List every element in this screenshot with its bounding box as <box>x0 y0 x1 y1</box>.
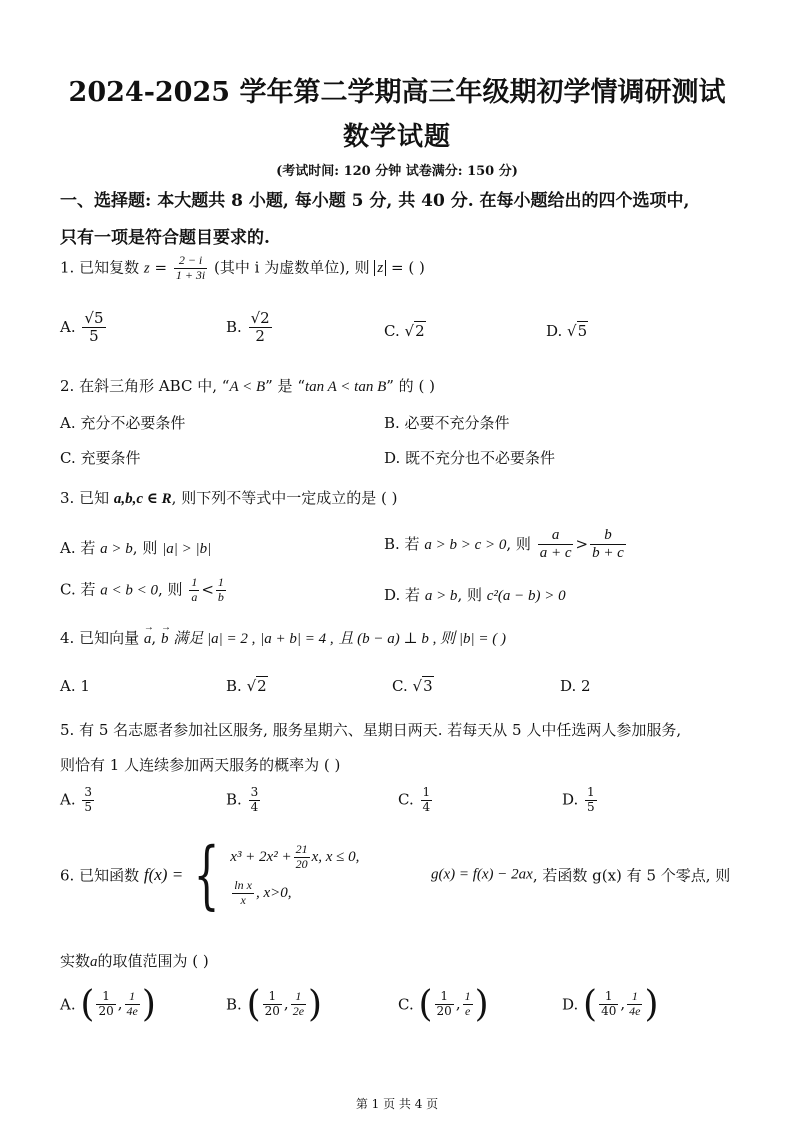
q2-option-b[interactable]: B. 必要不充分条件 <box>384 414 510 432</box>
subject-title: 数学试题 <box>342 122 451 152</box>
question-5-line1: 5. 有 5 名志愿者参加社区服务, 服务星期六、星期日两天. 若每天从 5 人中任选两人参加服务, <box>60 721 682 739</box>
q1-option-a[interactable]: A. $\frac{√5}{5}$ <box>60 309 104 346</box>
question-6-line2: 实数a的取值范围为 ( ) <box>60 952 209 970</box>
q2-option-d[interactable]: D. 既不充分也不必要条件 <box>384 449 556 467</box>
q4-option-d[interactable]: D. 2 <box>560 677 591 695</box>
question-1: 1. 已知复数 z = $\frac{2 - i}{1 + 3i}$ (其中 i 为虚数单位), 则 z = ( ) <box>60 253 425 282</box>
section-heading-line1: 一、选择题: 本大题共 8 小题, 每小题 5 分, 共 40 分. 在每小题给出的四个选项中, <box>60 191 690 211</box>
q5-option-b[interactable]: B. $\frac{3}{4}$ <box>226 785 259 814</box>
question-2: 2. 在斜三角形 ABC 中, “A < B” 是 “tan A < tan B” 的 ( ) <box>60 377 435 395</box>
q1-fraction: $\frac{2 - i}{1 + 3i}$ <box>175 253 206 282</box>
page-footer: 第 1 页 共 4 页 <box>355 1097 439 1111</box>
question-4: 4. 已知向量 → a, → b 满足 |a| = 2 , |a + b| = 4 , 且 (b − a) ⊥ b , 则 |b| = ( ) <box>60 627 506 648</box>
question-3: 3. 已知 a,b,c ∈ R, 则下列不等式中一定成立的是 ( ) <box>60 489 398 507</box>
q1-option-b[interactable]: B. $\frac{√2}{2}$ <box>226 309 270 346</box>
q6-option-a[interactable]: A. ( $\frac{1}{20}$ , $\frac{1}{4e}$ ) <box>60 984 156 1025</box>
q5-option-a[interactable]: A. $\frac{3}{5}$ <box>60 785 93 814</box>
q5-option-d[interactable]: D. $\frac{1}{5}$ <box>562 785 595 814</box>
q6-option-b[interactable]: B. ( $\frac{1}{20}$ , $\frac{1}{2e}$ ) <box>226 984 323 1025</box>
q6-option-c[interactable]: C. ( $\frac{1}{20}$ , $\frac{1}{e}$ ) <box>398 984 489 1025</box>
question-5-line2: 则恰有 1 人连续参加两天服务的概率为 ( ) <box>60 756 341 774</box>
q1-option-c[interactable]: C. √2 <box>384 322 425 340</box>
section-heading-line2: 只有一项是符合题目要求的. <box>60 228 270 248</box>
q3-option-d[interactable]: D. 若 a > b, 则 c²(a − b) > 0 <box>384 586 566 604</box>
q1-option-d[interactable]: D. √5 <box>546 322 588 340</box>
q4-option-c[interactable]: C. √3 <box>392 677 433 695</box>
q3-option-c[interactable]: C. 若 a < b < 0, 则 $\frac{1}{a}$ < $\frac{1}{b}$ <box>60 575 224 604</box>
q2-option-a[interactable]: A. 充分不必要条件 <box>60 414 186 432</box>
q5-option-c[interactable]: C. $\frac{1}{4}$ <box>398 785 431 814</box>
q3-option-b[interactable]: B. 若 a > b > c > 0, 则 $\frac{a}{a + c}$ > $\frac{b}{b + c}$ <box>384 527 624 562</box>
q2-option-c[interactable]: C. 充要条件 <box>60 449 141 467</box>
q3-option-a[interactable]: A. 若 a > b, 则 |a| > |b| <box>60 539 212 557</box>
exam-title: 2024-2025 学年第二学期高三年级期初学情调研测试 <box>68 77 726 108</box>
exam-info: (考试时间: 120 分钟 试卷满分: 150 分) <box>276 164 518 179</box>
q6-option-d[interactable]: D. ( $\frac{1}{40}$ , $\frac{1}{4e}$ ) <box>562 984 659 1025</box>
q4-option-b[interactable]: B. √2 <box>226 677 267 695</box>
q4-option-a[interactable]: A. 1 <box>60 677 90 695</box>
piecewise-cases: x³ + 2x² + $\frac{21}{20}$ x, x ≤ 0, $\frac{\text{ln x}}{x}$ , x>0, <box>230 842 360 908</box>
question-6: 6. 已知函数 f(x) = { x³ + 2x² + $\frac{21}{20}$ x, x ≤ 0, $\frac{\text{ln x}}{x}$ , x>0, g(x) = f(x) − 2ax, 若函数 g(x) 有 5 个零点, 则 <box>60 832 731 918</box>
